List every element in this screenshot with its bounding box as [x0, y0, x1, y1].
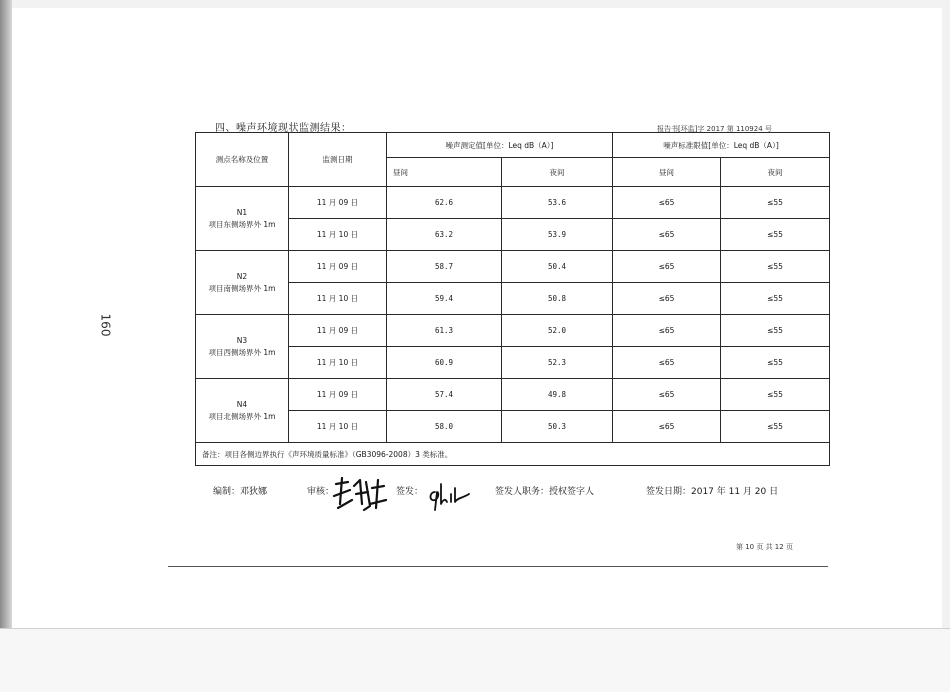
- point-desc: 项目西侧场界外 1m: [208, 347, 276, 357]
- std-day-value: ≤65: [613, 379, 721, 411]
- table-row: [196, 315, 830, 347]
- std-day-value: ≤65: [613, 251, 721, 283]
- signature-row: [213, 484, 833, 504]
- header-date: 监测日期: [289, 133, 387, 187]
- header-measured-night: 夜间: [502, 158, 613, 187]
- std-night-value: ≤55: [721, 283, 830, 315]
- divider-line: [168, 566, 828, 567]
- reviewer-signature: [330, 474, 388, 514]
- header-standard-day: 昼间: [613, 158, 721, 187]
- day-value: 58.7: [387, 251, 502, 283]
- point-cell: [196, 315, 289, 379]
- day-value: 57.4: [387, 379, 502, 411]
- issuer-title: 签发人职务：授权签字人: [495, 487, 595, 497]
- std-day-value: ≤65: [613, 315, 721, 347]
- table-row: [196, 219, 830, 251]
- scan-bottom-edge: [0, 628, 950, 692]
- table-row: [196, 379, 830, 411]
- table-row: [196, 283, 830, 315]
- compiler-text: 编制：邓狄娜: [213, 487, 268, 497]
- header-standard-night: 夜间: [721, 158, 830, 187]
- night-value: 50.8: [502, 283, 613, 315]
- night-value: 50.4: [502, 251, 613, 283]
- std-night-value: ≤55: [721, 315, 830, 347]
- day-value: 59.4: [387, 283, 502, 315]
- table-row: [196, 411, 830, 443]
- std-day-value: ≤65: [613, 187, 721, 219]
- point-code: N1: [236, 207, 248, 217]
- date-cell: 11 月 09 日: [289, 379, 387, 411]
- noise-results-table: [195, 132, 830, 466]
- header-standard-group: 噪声标准限值[单位：Leq dB（A）]: [613, 133, 830, 158]
- night-value: 52.3: [502, 347, 613, 379]
- table-note: 备注：项目各侧边界执行《声环境质量标准》（GB3096-2008）3 类标准。: [196, 443, 830, 466]
- std-day-value: ≤65: [613, 283, 721, 315]
- point-desc: 项目南侧场界外 1m: [208, 283, 276, 293]
- date-cell: 11 月 09 日: [289, 315, 387, 347]
- header-measured-day: 昼间: [387, 158, 502, 187]
- point-code: N3: [236, 335, 248, 345]
- date-cell: 11 月 09 日: [289, 187, 387, 219]
- header-measured-group: 噪声测定值[单位：Leq dB（A）]: [387, 133, 613, 158]
- issuer-label: 签发：: [396, 487, 424, 497]
- day-value: 61.3: [387, 315, 502, 347]
- table-row: [196, 347, 830, 379]
- date-cell: 11 月 10 日: [289, 347, 387, 379]
- section-title: 四、噪声环境现状监测结果：: [215, 123, 352, 134]
- night-value: 52.0: [502, 315, 613, 347]
- std-night-value: ≤55: [721, 219, 830, 251]
- page-footer: 第 10 页 共 12 页: [736, 543, 793, 551]
- date-cell: 11 月 10 日: [289, 219, 387, 251]
- table-row: [196, 251, 830, 283]
- reviewer-label: 审核：: [307, 487, 335, 497]
- std-day-value: ≤65: [613, 219, 721, 251]
- std-night-value: ≤55: [721, 379, 830, 411]
- night-value: 53.9: [502, 219, 613, 251]
- std-night-value: ≤55: [721, 251, 830, 283]
- date-cell: 11 月 10 日: [289, 411, 387, 443]
- std-night-value: ≤55: [721, 347, 830, 379]
- point-cell: [196, 187, 289, 251]
- report-number: 报告书[环监]字 2017 第 110924 号: [657, 125, 772, 133]
- point-code: N4: [236, 399, 248, 409]
- night-value: 49.8: [502, 379, 613, 411]
- header-location: 测点名称及位置: [196, 133, 289, 187]
- issue-date: 签发日期：2017 年 11 月 20 日: [646, 487, 779, 497]
- std-day-value: ≤65: [613, 411, 721, 443]
- std-night-value: ≤55: [721, 187, 830, 219]
- date-cell: 11 月 09 日: [289, 251, 387, 283]
- issuer-signature: [425, 480, 473, 514]
- scan-left-edge: [0, 0, 12, 691]
- night-value: 50.3: [502, 411, 613, 443]
- day-value: 60.9: [387, 347, 502, 379]
- point-cell: [196, 379, 289, 443]
- night-value: 53.6: [502, 187, 613, 219]
- table-row: [196, 187, 830, 219]
- std-night-value: ≤55: [721, 411, 830, 443]
- side-page-number: 160: [98, 313, 113, 337]
- point-code: N2: [236, 271, 248, 281]
- day-value: 63.2: [387, 219, 502, 251]
- day-value: 58.0: [387, 411, 502, 443]
- point-desc: 项目北侧场界外 1m: [208, 411, 276, 421]
- std-day-value: ≤65: [613, 347, 721, 379]
- date-cell: 11 月 10 日: [289, 283, 387, 315]
- point-desc: 项目东侧场界外 1m: [208, 219, 276, 229]
- point-cell: [196, 251, 289, 315]
- day-value: 62.6: [387, 187, 502, 219]
